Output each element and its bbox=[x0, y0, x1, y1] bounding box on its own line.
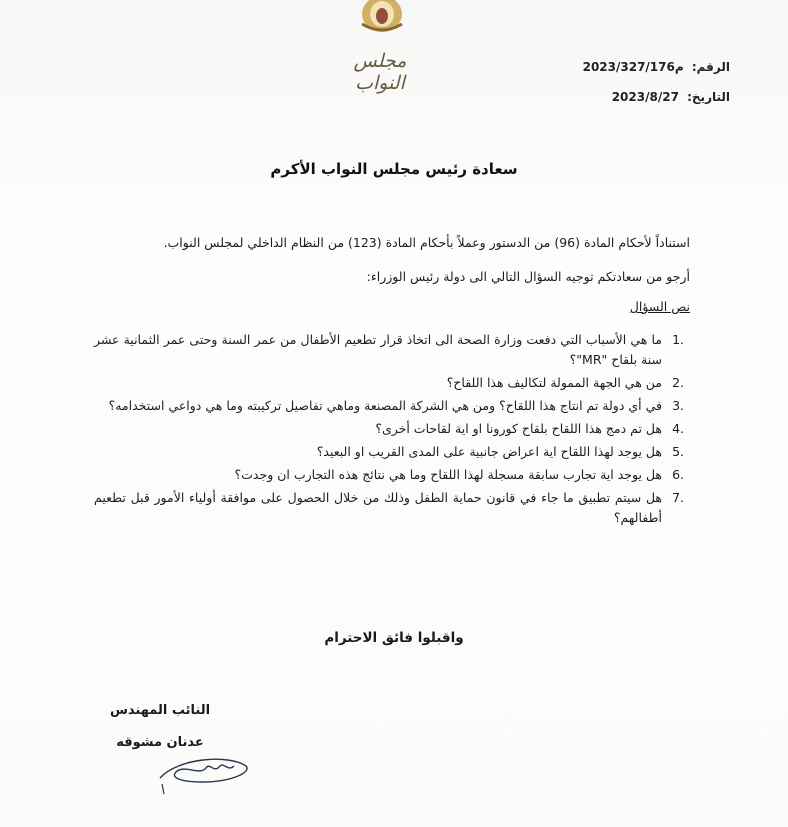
letter-date bbox=[612, 90, 730, 104]
reference-label: الرقم: bbox=[691, 60, 730, 74]
date-value: 2023/8/27 bbox=[611, 90, 679, 104]
question-item bbox=[94, 488, 684, 528]
question-text: هل تم دمج هذا اللقاح بلقاح كورونا او اية لقاحات أخرى؟ bbox=[375, 421, 662, 436]
question-number: 1. bbox=[672, 332, 684, 347]
question-number: 7. bbox=[672, 490, 684, 505]
question-text: ما هي الأسباب التي دفعت وزارة الصحة الى اتخاذ قرار تطعيم الأطفال من عمر السنة وحتى عمر الثمانية عشر سنة بلقاح "MR"؟ bbox=[94, 332, 662, 367]
question-text: هل يوجد لهذا اللقاح اية اعراض جانبية على المدى القريب او البعيد؟ bbox=[316, 444, 662, 459]
question-text: هل يوجد اية تجارب سابقة مسجلة لهذا اللقاح وما هي نتائج هذه التجارب ان وجدت؟ bbox=[234, 467, 662, 482]
question-text: في أي دولة تم انتاج هذا اللقاح؟ ومن هي الشركة المصنعة وماهي تفاصيل تركيبته وما هي دواعي استخدامه؟ bbox=[108, 398, 662, 413]
coat-of-arms-icon bbox=[356, 0, 408, 34]
question-number: 5. bbox=[672, 444, 684, 459]
date-label: التاريخ: bbox=[687, 90, 730, 104]
signer-name: عدنان مشوقه bbox=[116, 735, 204, 750]
signer-title: النائب المهندس bbox=[109, 703, 211, 718]
question-item bbox=[94, 442, 684, 462]
salutation-heading: سعادة رئيس مجلس النواب الأكرم bbox=[270, 160, 518, 178]
reference-number bbox=[583, 60, 730, 74]
parliament-logo-text: مجلس النواب bbox=[353, 50, 407, 94]
question-number: 2. bbox=[672, 375, 684, 390]
request-paragraph: أرجو من سعادتكم توجيه السؤال التالي الى دولة رئيس الوزراء: bbox=[366, 269, 690, 284]
intro-paragraph: استناداً لأحكام المادة (96) من الدستور وعملاً بأحكام المادة (123) من النظام الداخلي لمجلس النواب. bbox=[163, 235, 690, 250]
question-section-title: نص السؤال bbox=[629, 299, 690, 314]
closing-line: واقبلوا فائق الاحترام bbox=[324, 630, 464, 646]
question-number: 6. bbox=[672, 467, 684, 482]
question-text: من هي الجهة الممولة لتكاليف هذا اللقاح؟ bbox=[446, 375, 662, 390]
question-number: 3. bbox=[672, 398, 684, 413]
question-text: هل سيتم تطبيق ما جاء في قانون حماية الطفل وذلك من خلال الحصول على موافقة أولياء الأمور قبل تطعيم أطفالهم؟ bbox=[94, 490, 662, 525]
handwritten-signature-icon bbox=[148, 748, 258, 796]
question-item bbox=[94, 419, 684, 439]
question-item bbox=[94, 373, 684, 393]
reference-value: م2023/327/176 bbox=[582, 60, 684, 74]
question-item bbox=[94, 465, 684, 485]
question-item bbox=[94, 330, 684, 370]
question-number: 4. bbox=[672, 421, 684, 436]
question-list bbox=[94, 330, 684, 531]
question-item bbox=[94, 396, 684, 416]
